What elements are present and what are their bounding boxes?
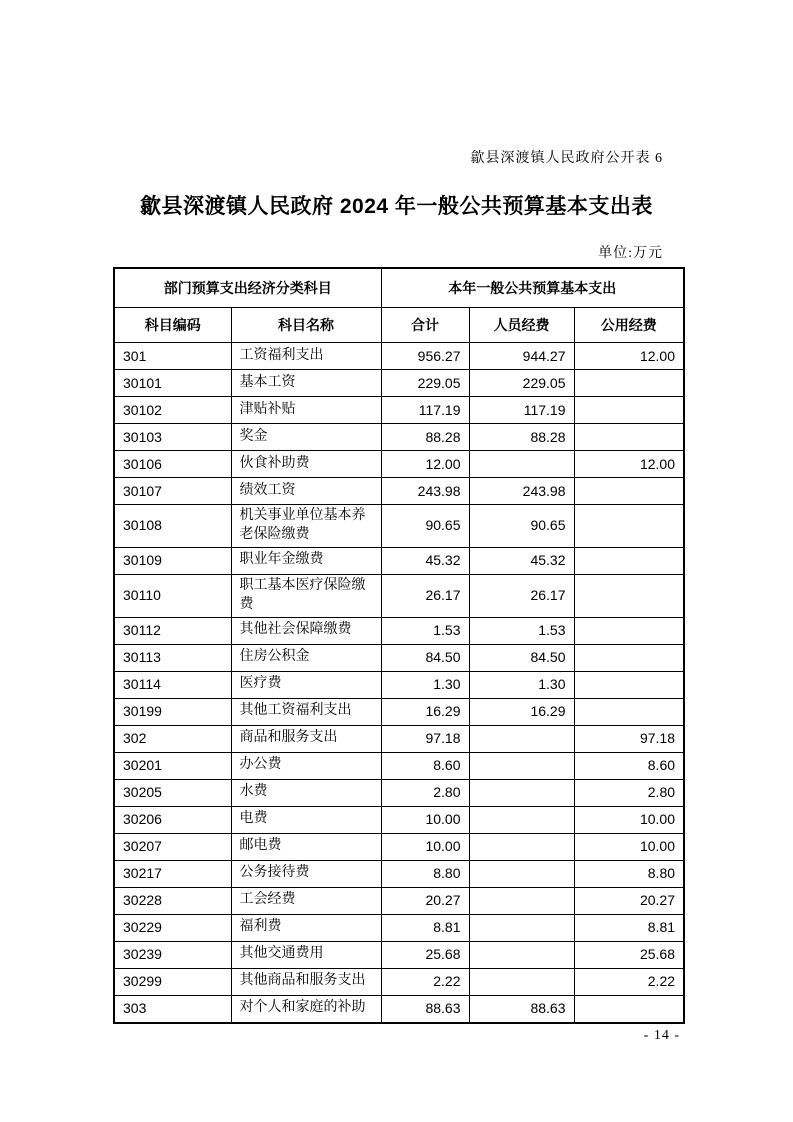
personnel-funds-cell: 1.30 (469, 671, 574, 698)
subject-code-cell: 30108 (114, 505, 231, 548)
total-cell: 1.30 (381, 671, 469, 698)
personnel-funds-cell (469, 833, 574, 860)
subject-name-cell: 其他工资福利支出 (231, 698, 381, 725)
subject-code-cell: 30113 (114, 644, 231, 671)
public-funds-cell: 12.00 (574, 343, 684, 370)
total-cell: 16.29 (381, 698, 469, 725)
subject-code-cell: 30107 (114, 478, 231, 505)
total-cell: 117.19 (381, 397, 469, 424)
total-cell: 10.00 (381, 806, 469, 833)
column-header-subject-name: 科目名称 (231, 308, 381, 343)
public-funds-cell: 25.68 (574, 941, 684, 968)
personnel-funds-cell (469, 914, 574, 941)
column-header-public-funds: 公用经费 (574, 308, 684, 343)
table-row (114, 698, 684, 725)
total-cell: 1.53 (381, 617, 469, 644)
subject-code-cell: 30103 (114, 424, 231, 451)
subject-name-cell: 福利费 (231, 914, 381, 941)
table-row (114, 424, 684, 451)
subject-code-cell: 30106 (114, 451, 231, 478)
total-cell: 8.81 (381, 914, 469, 941)
table-row (114, 451, 684, 478)
total-cell: 20.27 (381, 887, 469, 914)
personnel-funds-cell: 45.32 (469, 547, 574, 574)
page-number: - 14 - (643, 1028, 680, 1043)
subject-code-cell: 30201 (114, 752, 231, 779)
budget-table-body (114, 343, 684, 1023)
total-cell: 2.22 (381, 968, 469, 995)
table-row (114, 806, 684, 833)
subject-name-cell: 伙食补助费 (231, 451, 381, 478)
subject-name-cell: 办公费 (231, 752, 381, 779)
subject-code-cell: 302 (114, 725, 231, 752)
subject-code-cell: 30114 (114, 671, 231, 698)
subject-code-cell: 301 (114, 343, 231, 370)
total-cell: 84.50 (381, 644, 469, 671)
table-row (114, 995, 684, 1023)
table-row (114, 343, 684, 370)
subject-name-cell: 基本工资 (231, 370, 381, 397)
table-row (114, 725, 684, 752)
public-funds-cell: 97.18 (574, 725, 684, 752)
personnel-funds-cell (469, 451, 574, 478)
header-group-basic-expenditure: 本年一般公共预算基本支出 (381, 268, 684, 308)
subject-code-cell: 30206 (114, 806, 231, 833)
subject-code-cell: 30102 (114, 397, 231, 424)
subject-name-cell: 其他社会保障缴费 (231, 617, 381, 644)
total-cell: 2.80 (381, 779, 469, 806)
total-cell: 88.28 (381, 424, 469, 451)
public-funds-cell (574, 574, 684, 617)
public-funds-cell (574, 617, 684, 644)
table-row (114, 887, 684, 914)
public-funds-cell: 2.22 (574, 968, 684, 995)
header-columns-row (114, 308, 684, 343)
subject-name-cell: 职工基本医疗保险缴费 (231, 574, 381, 617)
personnel-funds-cell (469, 752, 574, 779)
subject-name-cell: 机关事业单位基本养老保险缴费 (231, 505, 381, 548)
personnel-funds-cell (469, 860, 574, 887)
public-funds-cell (574, 424, 684, 451)
subject-code-cell: 30239 (114, 941, 231, 968)
table-row (114, 941, 684, 968)
public-funds-cell: 10.00 (574, 806, 684, 833)
table-row (114, 617, 684, 644)
page-title: 歙县深渡镇人民政府 2024 年一般公共预算基本支出表 (140, 195, 653, 218)
public-funds-cell (574, 547, 684, 574)
personnel-funds-cell (469, 941, 574, 968)
public-funds-cell: 20.27 (574, 887, 684, 914)
personnel-funds-cell: 243.98 (469, 478, 574, 505)
total-cell: 8.80 (381, 860, 469, 887)
public-funds-cell (574, 397, 684, 424)
table-row (114, 547, 684, 574)
public-funds-cell: 2.80 (574, 779, 684, 806)
unit-note: 单位:万元 (598, 246, 663, 261)
table-row (114, 752, 684, 779)
total-cell: 956.27 (381, 343, 469, 370)
budget-table (113, 267, 685, 1024)
personnel-funds-cell: 90.65 (469, 505, 574, 548)
subject-code-cell: 30207 (114, 833, 231, 860)
header-group-row (114, 268, 684, 308)
total-cell: 12.00 (381, 451, 469, 478)
subject-name-cell: 其他交通费用 (231, 941, 381, 968)
total-cell: 26.17 (381, 574, 469, 617)
subject-name-cell: 住房公积金 (231, 644, 381, 671)
subject-name-cell: 医疗费 (231, 671, 381, 698)
personnel-funds-cell: 117.19 (469, 397, 574, 424)
total-cell: 25.68 (381, 941, 469, 968)
budget-table-header (114, 268, 684, 343)
table-row (114, 574, 684, 617)
public-funds-cell: 12.00 (574, 451, 684, 478)
table-row (114, 644, 684, 671)
subject-name-cell: 工会经费 (231, 887, 381, 914)
subject-name-cell: 公务接待费 (231, 860, 381, 887)
total-cell: 243.98 (381, 478, 469, 505)
subject-code-cell: 30109 (114, 547, 231, 574)
subject-name-cell: 工资福利支出 (231, 343, 381, 370)
table-row (114, 860, 684, 887)
total-cell: 88.63 (381, 995, 469, 1023)
subject-code-cell: 30228 (114, 887, 231, 914)
header-group-subjects: 部门预算支出经济分类科目 (114, 268, 381, 308)
total-cell: 45.32 (381, 547, 469, 574)
public-funds-cell (574, 995, 684, 1023)
public-funds-cell (574, 644, 684, 671)
subject-name-cell: 其他商品和服务支出 (231, 968, 381, 995)
public-funds-cell: 8.81 (574, 914, 684, 941)
personnel-funds-cell: 16.29 (469, 698, 574, 725)
subject-name-cell: 津贴补贴 (231, 397, 381, 424)
table-row (114, 779, 684, 806)
table-row (114, 968, 684, 995)
public-funds-cell: 8.80 (574, 860, 684, 887)
personnel-funds-cell: 84.50 (469, 644, 574, 671)
subject-code-cell: 30110 (114, 574, 231, 617)
personnel-funds-cell (469, 725, 574, 752)
total-cell: 97.18 (381, 725, 469, 752)
personnel-funds-cell (469, 806, 574, 833)
personnel-funds-cell: 88.28 (469, 424, 574, 451)
public-funds-cell: 10.00 (574, 833, 684, 860)
total-cell: 10.00 (381, 833, 469, 860)
table-row (114, 505, 684, 548)
public-funds-cell (574, 478, 684, 505)
table-row (114, 833, 684, 860)
subject-code-cell: 30299 (114, 968, 231, 995)
subject-code-cell: 30217 (114, 860, 231, 887)
column-header-personnel-funds: 人员经费 (469, 308, 574, 343)
public-funds-cell (574, 505, 684, 548)
subject-name-cell: 商品和服务支出 (231, 725, 381, 752)
total-cell: 8.60 (381, 752, 469, 779)
subject-name-cell: 绩效工资 (231, 478, 381, 505)
subject-code-cell: 30199 (114, 698, 231, 725)
personnel-funds-cell: 1.53 (469, 617, 574, 644)
personnel-funds-cell: 88.63 (469, 995, 574, 1023)
public-funds-cell (574, 370, 684, 397)
table-row (114, 397, 684, 424)
subject-code-cell: 30205 (114, 779, 231, 806)
subject-code-cell: 30112 (114, 617, 231, 644)
personnel-funds-cell (469, 887, 574, 914)
subject-code-cell: 30229 (114, 914, 231, 941)
personnel-funds-cell: 229.05 (469, 370, 574, 397)
personnel-funds-cell (469, 779, 574, 806)
personnel-funds-cell: 944.27 (469, 343, 574, 370)
column-header-subject-code: 科目编码 (114, 308, 231, 343)
table-row (114, 914, 684, 941)
subject-name-cell: 电费 (231, 806, 381, 833)
total-cell: 90.65 (381, 505, 469, 548)
subject-name-cell: 奖金 (231, 424, 381, 451)
public-funds-cell: 8.60 (574, 752, 684, 779)
table-row (114, 671, 684, 698)
subject-code-cell: 30101 (114, 370, 231, 397)
table-row (114, 478, 684, 505)
personnel-funds-cell (469, 968, 574, 995)
table-row (114, 370, 684, 397)
column-header-total: 合计 (381, 308, 469, 343)
document-header-note: 歙县深渡镇人民政府公开表 6 (470, 151, 663, 166)
public-funds-cell (574, 698, 684, 725)
subject-name-cell: 职业年金缴费 (231, 547, 381, 574)
public-funds-cell (574, 671, 684, 698)
subject-name-cell: 邮电费 (231, 833, 381, 860)
subject-name-cell: 对个人和家庭的补助 (231, 995, 381, 1023)
total-cell: 229.05 (381, 370, 469, 397)
personnel-funds-cell: 26.17 (469, 574, 574, 617)
subject-code-cell: 303 (114, 995, 231, 1023)
subject-name-cell: 水费 (231, 779, 381, 806)
